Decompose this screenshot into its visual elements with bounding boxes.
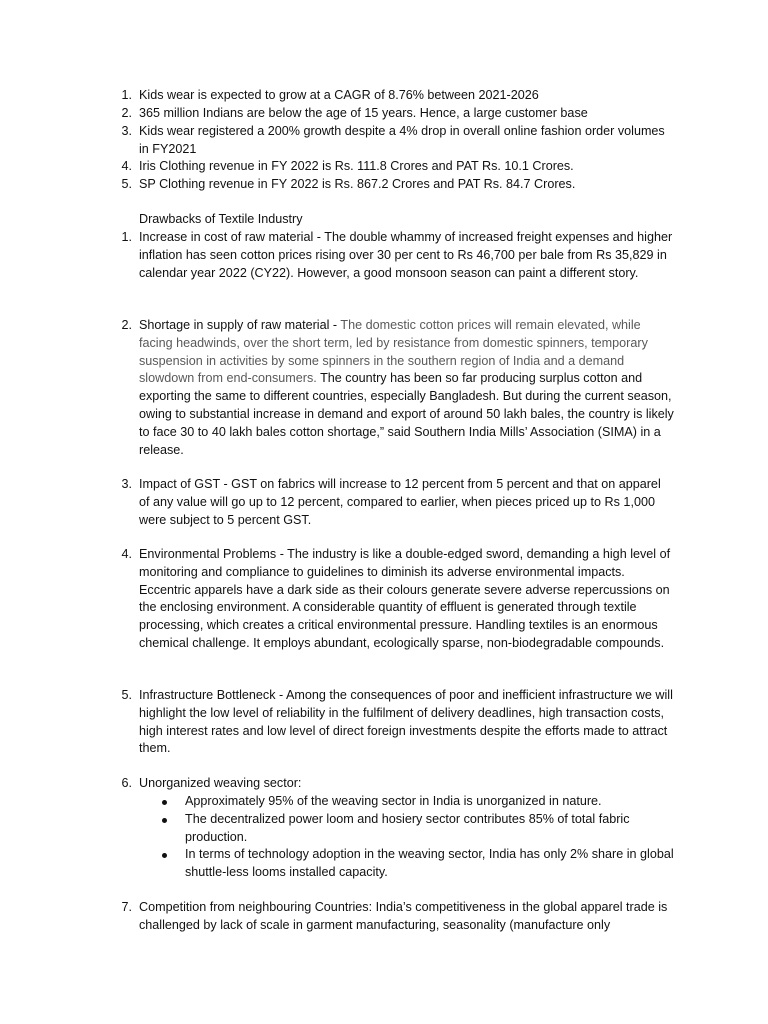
list-number: 5. [121, 177, 132, 191]
list-number: 5. [121, 688, 132, 702]
list-text: Environmental Problems - The industry is like a double-edged sword, demanding a high level of monitoring and compliance to guidelines to diminish its adverse environmental impacts. Eccentric apparels have a dark side as their colours generate severe adverse repercussions on the enclosing environment. A considerable quantity of effluent is generated through textile processing, which creates a critical environmental pressure. Handling textiles is an enormous chemical challenge. It employs abundant, ecologically sparse, non-biodegradable compounds. [139, 547, 671, 650]
list-number: 3. [121, 124, 132, 138]
list-number: 2. [121, 318, 132, 332]
list-text: Impact of GST - GST on fabrics will increase to 12 percent from 5 percent and that on apparel of any value will go up to 12 percent, compared to earlier, when pieces priced up to Rs 1,000 were subject to 5 percent GST. [139, 477, 661, 527]
list-number: 6. [121, 776, 132, 790]
bullet-icon [162, 800, 167, 805]
bullet-icon [162, 818, 167, 823]
bullet-icon [162, 853, 167, 858]
list-text: Competition from neighbouring Countries: India’s competitiveness in the global apparel trade is challenged by lack of scale in garment manufacturing, seasonality (manufacture only [139, 900, 668, 932]
section-heading: Drawbacks of Textile Industry [139, 212, 303, 226]
list-text [139, 317, 674, 459]
item-tail: The country has been so far producing surplus cotton and exporting the same to different countries, especially Bangladesh. But during the current season, owing to substantial increase in demand and export of around 50 lakh bales, the country is likely to face 30 to 40 lakh bales cotton shortage,” said Southern India Mills’ Association (SIMA) in a release. [139, 371, 674, 457]
list-number: 3. [121, 477, 132, 491]
bullet-text: In terms of technology adoption in the weaving sector, India has only 2% share in global shuttle-less looms installed capacity. [185, 847, 674, 879]
list-text: Kids wear is expected to grow at a CAGR of 8.76% between 2021-2026 [139, 88, 539, 102]
list-number: 2. [121, 106, 132, 120]
list-text: Kids wear registered a 200% growth despite a 4% drop in overall online fashion order volumes in FY2021 [139, 124, 665, 156]
list-text: 365 million Indians are below the age of 15 years. Hence, a large customer base [139, 106, 588, 120]
item-lead: Shortage in supply of raw material - [139, 318, 341, 332]
list-number: 4. [121, 547, 132, 561]
list-number: 1. [121, 230, 132, 244]
list-text: Increase in cost of raw material - The double whammy of increased freight expenses and higher inflation has seen cotton prices rising over 30 per cent to Rs 46,700 per bale from Rs 35,829 in calendar year 2022 (CY22). However, a good monsoon season can paint a different story. [139, 230, 673, 280]
list-number: 1. [121, 88, 132, 102]
quoted-text: The domestic cotton prices will remain elevated, while facing headwinds, over the short term, led by resistance from domestic spinners, temporary suspension in activities by some spinners in the southern region of India and a demand slowdown from end-consumers. [139, 318, 648, 386]
list-text: Infrastructure Bottleneck - Among the consequences of poor and inefficient infrastructure we will highlight the low level of reliability in the fulfilment of delivery deadlines, high transaction costs, high interest rates and low level of direct foreign investments despite the efforts made to attract them. [139, 688, 673, 756]
list-text: Unorganized weaving sector: [139, 776, 302, 790]
bullet-text: The decentralized power loom and hosiery sector contributes 85% of total fabric production. [185, 812, 630, 844]
list-number: 4. [121, 159, 132, 173]
bullet-text: Approximately 95% of the weaving sector in India is unorganized in nature. [185, 794, 602, 808]
list-text: SP Clothing revenue in FY 2022 is Rs. 867.2 Crores and PAT Rs. 84.7 Crores. [139, 177, 576, 191]
list-number: 7. [121, 900, 132, 914]
list-text: Iris Clothing revenue in FY 2022 is Rs. 111.8 Crores and PAT Rs. 10.1 Crores. [139, 159, 574, 173]
